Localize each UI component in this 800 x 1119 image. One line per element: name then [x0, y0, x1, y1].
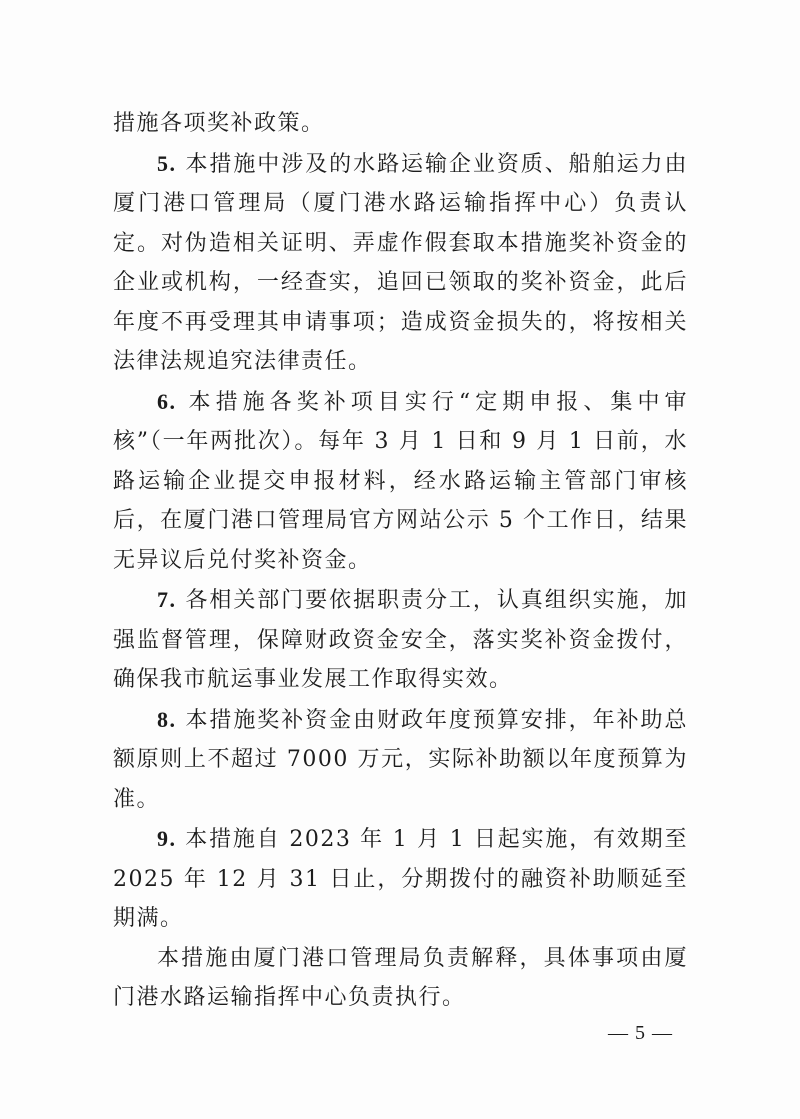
paragraph-item-8	[113, 700, 688, 820]
paragraph-item-6	[113, 382, 688, 581]
paragraph-text: 本措施各奖补项目实行“定期申报、集中审核”（一年两批次）。每年 3 月 1 日和 9 月 1 日前，水路运输企业提交申报材料，经水路运输主管部门审核后，在厦门港口管理局官方网站公示 5 个工作日，结果无异议后兑付奖补资金。	[113, 389, 688, 573]
paragraph-text: 各相关部门要依据职责分工，认真组织实施，加强监督管理，保障财政资金安全，落实奖补资金拨付，确保我市航运事业发展工作取得实效。	[113, 588, 688, 692]
document-body	[113, 104, 688, 1018]
paragraph-text: 本措施中涉及的水路运输企业资质、船舶运力由厦门港口管理局（厦门港水路运输指挥中心）负责认定。对伪造相关证明、弄虚作假套取本措施奖补资金的企业或机构，一经查实，追回已领取的奖补资金，此后年度不再受理其申请事项；造成资金损失的，将按相关法律法规追究法律责任。	[113, 151, 688, 374]
paragraph-text: 本措施由厦门港口管理局负责解释，具体事项由厦门港水路运输指挥中心负责执行。	[113, 945, 688, 1010]
item-number: 7.	[157, 587, 177, 612]
paragraph-text: 本措施自 2023 年 1 月 1 日起实施，有效期至 2025 年 12 月 31 日止，分期拨付的融资补助顺延至期满。	[113, 827, 688, 931]
item-number: 9.	[157, 826, 177, 851]
paragraph-item-9	[113, 819, 688, 939]
page-number: — 5 —	[608, 1022, 673, 1044]
paragraph-item-7	[113, 580, 688, 700]
paragraph-closing	[113, 939, 688, 1018]
paragraph-continuation	[113, 104, 688, 144]
item-number: 6.	[157, 388, 177, 414]
paragraph-text: 措施各项奖补政策。	[113, 111, 325, 136]
paragraph-item-5	[113, 144, 688, 382]
item-number: 8.	[157, 706, 177, 732]
item-number: 5.	[157, 150, 177, 176]
paragraph-text: 本措施奖补资金由财政年度预算安排，年补助总额原则上不超过 7000 万元，实际补助额以年度预算为准。	[113, 707, 688, 812]
